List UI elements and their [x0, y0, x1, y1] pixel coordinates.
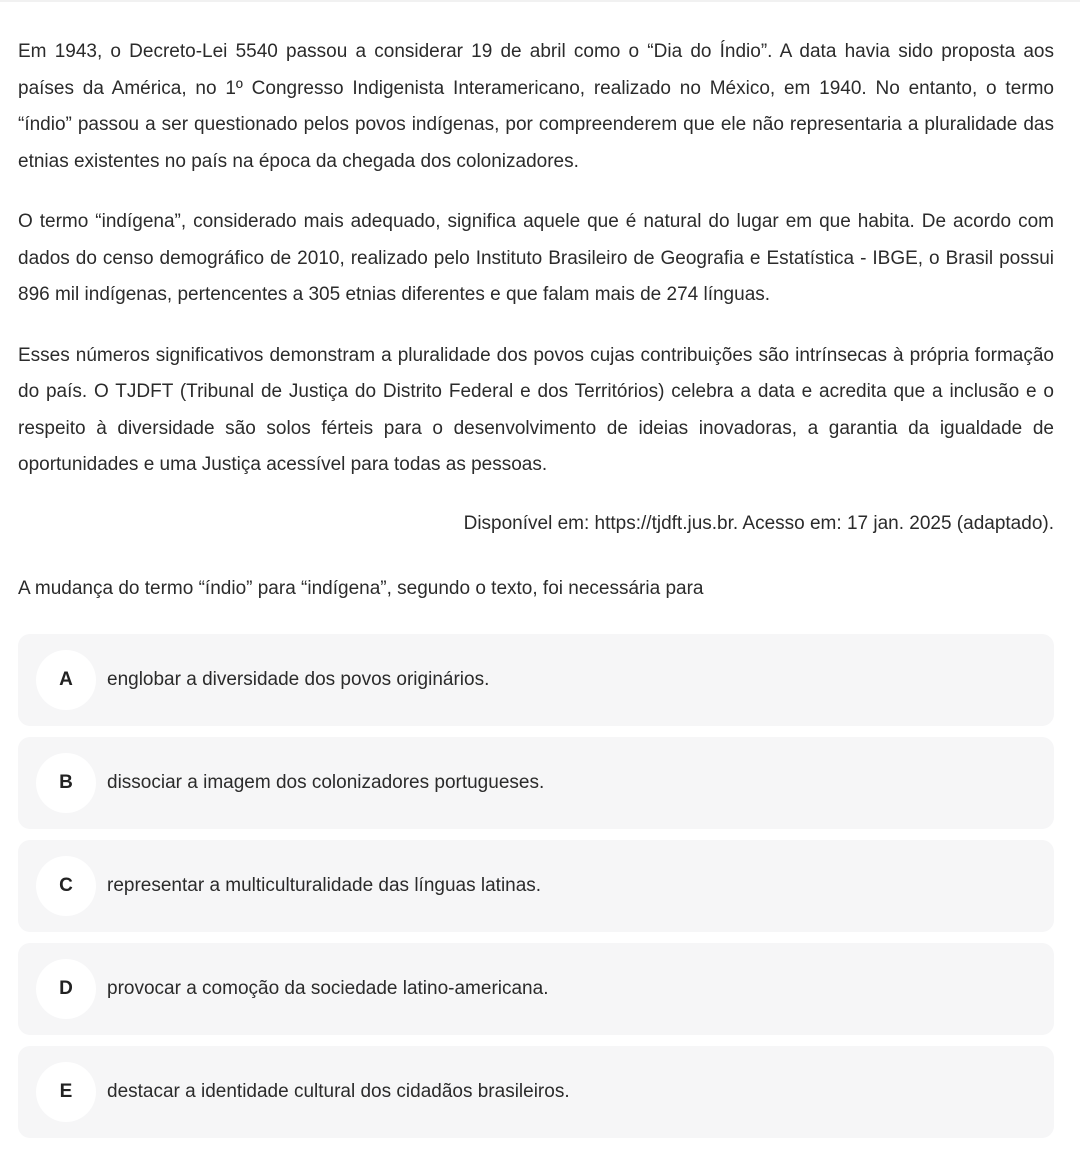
option-text-e: destacar a identidade cultural dos cidadãos brasileiros. [107, 1081, 570, 1102]
option-text-a: englobar a diversidade dos povos originários. [107, 669, 490, 690]
option-e[interactable] [18, 1046, 1054, 1138]
answer-options [18, 634, 1054, 1149]
top-divider [0, 0, 1080, 2]
option-letter-a: A [36, 650, 96, 710]
option-text-d: provocar a comoção da sociedade latino-americana. [107, 978, 549, 999]
option-letter-c: C [36, 856, 96, 916]
option-letter-d: D [36, 959, 96, 1019]
source-citation: Disponível em: https://tjdft.jus.br. Acesso em: 17 jan. 2025 (adaptado). [463, 512, 1054, 534]
passage-paragraph-1: Em 1943, o Decreto-Lei 5540 passou a considerar 19 de abril como o “Dia do Índio”. A data havia sido proposta aos países da América, no 1º Congresso Indigenista Interamericano, realizado no México, em 1940. No entanto, o termo “índio” passou a ser questionado pelos povos indígenas, por compreenderem que ele não representaria a pluralidade das etnias existentes no país na época da chegada dos colonizadores. [18, 41, 1054, 172]
option-d[interactable] [18, 943, 1054, 1035]
option-a[interactable] [18, 634, 1054, 726]
option-text-c: representar a multiculturalidade das línguas latinas. [107, 875, 542, 896]
option-text-b: dissociar a imagem dos colonizadores portugueses. [107, 772, 545, 793]
question-stem: A mudança do termo “índio” para “indígena”, segundo o texto, foi necessária para [18, 577, 704, 599]
question-content [18, 34, 1054, 607]
option-letter-e: E [36, 1062, 96, 1122]
passage-paragraph-3: Esses números significativos demonstram a pluralidade dos povos cujas contribuições são intrínsecas à própria formação do país. O TJDFT (Tribunal de Justiça do Distrito Federal e dos Territórios) celebra a data e acredita que a inclusão e o respeito à diversidade são solos férteis para o desenvolvimento de ideias inovadoras, a garantia da igualdade de oportunidades e uma Justiça acessível para todas as pessoas. [18, 344, 1054, 475]
option-b[interactable] [18, 737, 1054, 829]
option-letter-b: B [36, 753, 96, 813]
passage-paragraph-2: O termo “indígena”, considerado mais adequado, significa aquele que é natural do lugar em que habita. De acordo com dados do censo demográfico de 2010, realizado pelo Instituto Brasileiro de Geografia e Estatística - IBGE, o Brasil possui 896 mil indígenas, pertencentes a 305 etnias diferentes e que falam mais de 274 línguas. [18, 211, 1054, 305]
option-c[interactable] [18, 840, 1054, 932]
